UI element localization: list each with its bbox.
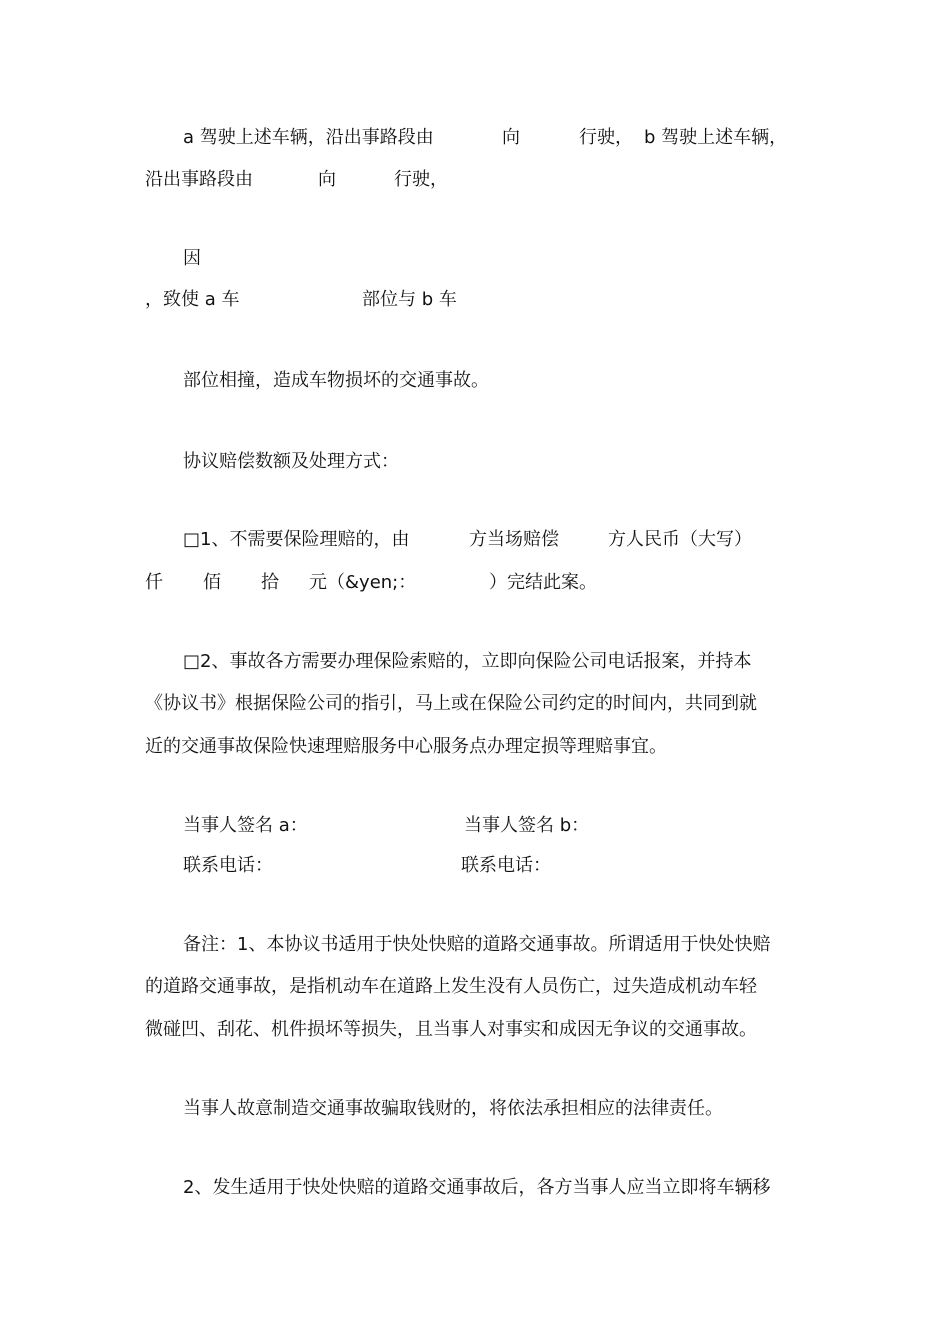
option1-text-a: □1、不需要保险理赔的，由 [183,529,410,550]
signature-b-label: 当事人签名 b： [464,815,590,836]
line1-text-b: 向 [502,127,520,148]
option1-amount-yuan: 元（&yen;： [309,572,417,593]
option1-text-c: 方人民币（大写） [608,529,752,550]
option2-line1: □2、事故各方需要办理保险索赔的，立即向保险公司电话报案，并持本 [183,651,752,672]
phone-b-label: 联系电话： [461,855,551,876]
option1-amount-qian: 仟 [145,572,163,593]
option1-text-b: 方当场赔偿 [469,529,559,550]
line2-text-c: 行驶， [394,169,448,190]
note-line2: 的道路交通事故，是指机动车在道路上发生没有人员伤亡，过失造成机动车轻 [145,976,757,997]
line2-text-a: 沿出事路段由 [145,169,253,190]
phone-a-label: 联系电话： [183,855,273,876]
line1-text-a: a 驾驶上述车辆，沿出事路段由 [183,127,434,148]
note-line3: 微碰凹、刮花、机件损坏等损失，且当事人对事实和成因无争议的交通事故。 [145,1019,757,1040]
signature-a-label: 当事人签名 a： [183,815,308,836]
line2-text-b: 向 [318,169,336,190]
option1-amount-shi: 拾 [261,572,279,593]
compensation-heading: 协议赔偿数额及处理方式： [183,451,399,472]
line3-text: 因 [183,248,201,269]
line4-text-b: 部位与 b 车 [362,289,457,310]
option1-amount-bai: 佰 [203,572,221,593]
option2-line3: 近的交通事故保险快速理赔服务中心服务点办理定损等理赔事宜。 [145,736,667,757]
option2-line2: 《协议书》根据保险公司的指引，马上或在保险公司约定的时间内，共同到就 [145,693,757,714]
line1-text-c: 行驶， [579,127,633,148]
line1-text-d: b 驾驶上述车辆， [644,127,788,148]
note-paragraph3: 2、发生适用于快处快赔的道路交通事故后，各方当事人应当立即将车辆移 [183,1177,771,1198]
note-line1: 备注：1、本协议书适用于快处快赔的道路交通事故。所谓适用于快处快赔 [183,934,771,955]
line5-text: 部位相撞，造成车物损坏的交通事故。 [183,370,489,391]
option1-amount-end: ）完结此案。 [489,572,597,593]
line4-text-a: ，致使 a 车 [145,289,240,310]
note-paragraph2: 当事人故意制造交通事故骗取钱财的，将依法承担相应的法律责任。 [183,1098,723,1119]
